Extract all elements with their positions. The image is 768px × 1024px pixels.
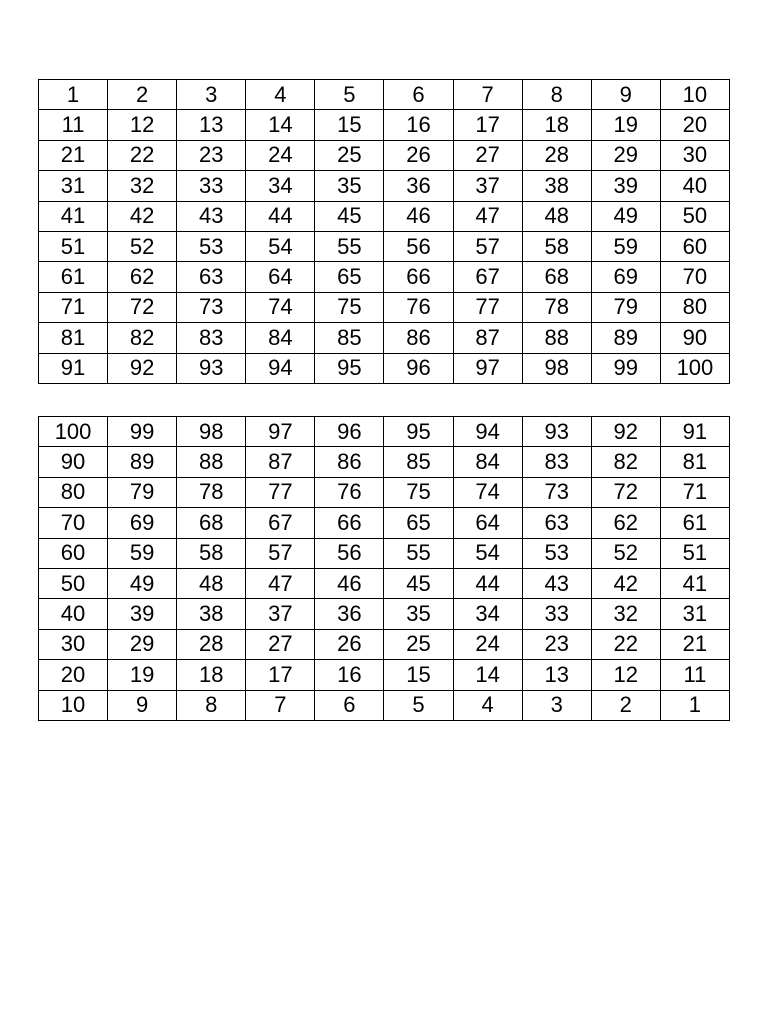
table-row [39, 262, 730, 292]
number-cell: 66 [384, 262, 453, 292]
number-cell: 69 [591, 262, 660, 292]
number-cell: 3 [177, 80, 246, 110]
number-cell: 90 [660, 323, 729, 353]
number-cell: 32 [108, 171, 177, 201]
number-cell: 71 [39, 292, 108, 322]
number-cell: 56 [315, 538, 384, 568]
number-cell: 54 [246, 231, 315, 261]
number-cell: 94 [453, 417, 522, 447]
number-cell: 85 [384, 447, 453, 477]
number-cell: 64 [453, 508, 522, 538]
number-cell: 93 [522, 417, 591, 447]
number-cell: 73 [522, 477, 591, 507]
number-cell: 40 [39, 599, 108, 629]
number-cell: 34 [453, 599, 522, 629]
number-cell: 89 [591, 323, 660, 353]
number-cell: 38 [522, 171, 591, 201]
number-cell: 5 [384, 690, 453, 720]
number-cell: 49 [108, 568, 177, 598]
number-cell: 12 [108, 110, 177, 140]
number-cell: 9 [591, 80, 660, 110]
number-cell: 68 [522, 262, 591, 292]
number-cell: 22 [591, 629, 660, 659]
number-cell: 49 [591, 201, 660, 231]
number-cell: 17 [453, 110, 522, 140]
number-cell: 52 [591, 538, 660, 568]
number-cell: 53 [177, 231, 246, 261]
number-cell: 96 [315, 417, 384, 447]
number-cell: 16 [384, 110, 453, 140]
number-cell: 58 [522, 231, 591, 261]
number-cell: 71 [660, 477, 729, 507]
number-cell: 28 [177, 629, 246, 659]
number-cell: 24 [246, 140, 315, 170]
number-cell: 18 [177, 660, 246, 690]
number-cell: 19 [108, 660, 177, 690]
descending-number-grid [38, 416, 730, 721]
number-cell: 4 [246, 80, 315, 110]
number-cell: 6 [384, 80, 453, 110]
number-cell: 10 [39, 690, 108, 720]
number-cell: 83 [177, 323, 246, 353]
number-cell: 87 [246, 447, 315, 477]
number-cell: 72 [108, 292, 177, 322]
number-cell: 2 [591, 690, 660, 720]
number-cell: 96 [384, 353, 453, 383]
number-cell: 37 [453, 171, 522, 201]
table-row [39, 660, 730, 690]
table-row [39, 353, 730, 383]
number-cell: 97 [246, 417, 315, 447]
number-cell: 42 [591, 568, 660, 598]
table-row [39, 599, 730, 629]
number-cell: 74 [453, 477, 522, 507]
table-row [39, 80, 730, 110]
number-cell: 7 [453, 80, 522, 110]
number-cell: 76 [315, 477, 384, 507]
number-cell: 94 [246, 353, 315, 383]
number-cell: 10 [660, 80, 729, 110]
number-cell: 15 [384, 660, 453, 690]
number-cell: 50 [39, 568, 108, 598]
number-cell: 5 [315, 80, 384, 110]
number-cell: 55 [384, 538, 453, 568]
number-cell: 66 [315, 508, 384, 538]
number-cell: 91 [660, 417, 729, 447]
number-cell: 8 [522, 80, 591, 110]
number-cell: 69 [108, 508, 177, 538]
number-cell: 87 [453, 323, 522, 353]
number-cell: 80 [39, 477, 108, 507]
number-cell: 41 [660, 568, 729, 598]
number-cell: 75 [384, 477, 453, 507]
number-cell: 40 [660, 171, 729, 201]
number-cell: 57 [246, 538, 315, 568]
number-cell: 11 [660, 660, 729, 690]
number-cell: 31 [39, 171, 108, 201]
number-cell: 31 [660, 599, 729, 629]
number-cell: 32 [591, 599, 660, 629]
number-cell: 35 [315, 171, 384, 201]
ascending-number-grid [38, 79, 730, 384]
number-cell: 44 [453, 568, 522, 598]
number-cell: 47 [453, 201, 522, 231]
number-cell: 44 [246, 201, 315, 231]
number-cell: 53 [522, 538, 591, 568]
number-cell: 35 [384, 599, 453, 629]
number-cell: 46 [315, 568, 384, 598]
number-cell: 70 [660, 262, 729, 292]
number-cell: 15 [315, 110, 384, 140]
number-cell: 50 [660, 201, 729, 231]
number-cell: 47 [246, 568, 315, 598]
number-cell: 70 [39, 508, 108, 538]
number-cell: 95 [384, 417, 453, 447]
number-cell: 13 [522, 660, 591, 690]
number-cell: 14 [453, 660, 522, 690]
number-cell: 14 [246, 110, 315, 140]
number-cell: 6 [315, 690, 384, 720]
number-cell: 29 [108, 629, 177, 659]
number-cell: 89 [108, 447, 177, 477]
number-cell: 2 [108, 80, 177, 110]
number-cell: 39 [591, 171, 660, 201]
number-cell: 36 [384, 171, 453, 201]
number-cell: 1 [660, 690, 729, 720]
table-row [39, 110, 730, 140]
number-cell: 81 [39, 323, 108, 353]
number-cell: 78 [177, 477, 246, 507]
number-cell: 57 [453, 231, 522, 261]
table-row [39, 292, 730, 322]
number-cell: 7 [246, 690, 315, 720]
number-cell: 75 [315, 292, 384, 322]
number-cell: 3 [522, 690, 591, 720]
number-cell: 65 [384, 508, 453, 538]
table-row [39, 568, 730, 598]
number-cell: 98 [522, 353, 591, 383]
number-cell: 88 [522, 323, 591, 353]
number-cell: 27 [246, 629, 315, 659]
number-cell: 62 [591, 508, 660, 538]
descending-grid-body [39, 417, 730, 721]
number-cell: 78 [522, 292, 591, 322]
number-cell: 77 [453, 292, 522, 322]
number-cell: 60 [660, 231, 729, 261]
number-cell: 92 [591, 417, 660, 447]
number-cell: 82 [108, 323, 177, 353]
number-cell: 45 [384, 568, 453, 598]
number-cell: 43 [177, 201, 246, 231]
number-cell: 33 [522, 599, 591, 629]
number-cell: 16 [315, 660, 384, 690]
number-cell: 68 [177, 508, 246, 538]
number-cell: 33 [177, 171, 246, 201]
number-cell: 59 [108, 538, 177, 568]
table-row [39, 690, 730, 720]
number-cell: 61 [660, 508, 729, 538]
number-cell: 83 [522, 447, 591, 477]
number-cell: 64 [246, 262, 315, 292]
number-cell: 28 [522, 140, 591, 170]
number-cell: 30 [660, 140, 729, 170]
number-cell: 55 [315, 231, 384, 261]
number-cell: 93 [177, 353, 246, 383]
number-cell: 21 [39, 140, 108, 170]
number-cell: 67 [453, 262, 522, 292]
number-cell: 62 [108, 262, 177, 292]
number-cell: 20 [39, 660, 108, 690]
table-row [39, 508, 730, 538]
table-row [39, 171, 730, 201]
number-cell: 58 [177, 538, 246, 568]
number-cell: 90 [39, 447, 108, 477]
number-cell: 39 [108, 599, 177, 629]
table-row [39, 629, 730, 659]
number-cell: 76 [384, 292, 453, 322]
table-row [39, 231, 730, 261]
number-cell: 43 [522, 568, 591, 598]
number-cell: 73 [177, 292, 246, 322]
number-cell: 84 [453, 447, 522, 477]
number-cell: 42 [108, 201, 177, 231]
number-cell: 80 [660, 292, 729, 322]
number-cell: 72 [591, 477, 660, 507]
number-cell: 63 [177, 262, 246, 292]
number-cell: 11 [39, 110, 108, 140]
number-cell: 38 [177, 599, 246, 629]
number-cell: 18 [522, 110, 591, 140]
number-cell: 46 [384, 201, 453, 231]
table-row [39, 447, 730, 477]
number-cell: 21 [660, 629, 729, 659]
table-row [39, 417, 730, 447]
number-cell: 61 [39, 262, 108, 292]
number-cell: 30 [39, 629, 108, 659]
number-cell: 23 [522, 629, 591, 659]
number-cell: 9 [108, 690, 177, 720]
number-cell: 48 [177, 568, 246, 598]
number-cell: 25 [384, 629, 453, 659]
number-cell: 79 [108, 477, 177, 507]
number-cell: 8 [177, 690, 246, 720]
number-cell: 60 [39, 538, 108, 568]
number-cell: 99 [108, 417, 177, 447]
number-cell: 100 [39, 417, 108, 447]
table-row [39, 477, 730, 507]
number-cell: 27 [453, 140, 522, 170]
number-cell: 4 [453, 690, 522, 720]
number-cell: 63 [522, 508, 591, 538]
table-row [39, 323, 730, 353]
number-cell: 45 [315, 201, 384, 231]
ascending-grid-body [39, 80, 730, 384]
number-cell: 13 [177, 110, 246, 140]
table-row [39, 538, 730, 568]
number-cell: 100 [660, 353, 729, 383]
table-row [39, 201, 730, 231]
number-cell: 51 [660, 538, 729, 568]
number-cell: 59 [591, 231, 660, 261]
number-cell: 52 [108, 231, 177, 261]
number-cell: 88 [177, 447, 246, 477]
number-cell: 54 [453, 538, 522, 568]
number-cell: 26 [384, 140, 453, 170]
number-cell: 17 [246, 660, 315, 690]
number-cell: 79 [591, 292, 660, 322]
number-cell: 24 [453, 629, 522, 659]
number-cell: 37 [246, 599, 315, 629]
number-cell: 34 [246, 171, 315, 201]
number-cell: 1 [39, 80, 108, 110]
number-cell: 56 [384, 231, 453, 261]
number-cell: 12 [591, 660, 660, 690]
number-cell: 41 [39, 201, 108, 231]
number-cell: 19 [591, 110, 660, 140]
number-cell: 51 [39, 231, 108, 261]
number-cell: 36 [315, 599, 384, 629]
number-cell: 97 [453, 353, 522, 383]
number-cell: 65 [315, 262, 384, 292]
number-cell: 81 [660, 447, 729, 477]
number-cell: 67 [246, 508, 315, 538]
number-cell: 98 [177, 417, 246, 447]
number-cell: 86 [384, 323, 453, 353]
number-cell: 95 [315, 353, 384, 383]
number-cell: 74 [246, 292, 315, 322]
number-cell: 29 [591, 140, 660, 170]
number-cell: 82 [591, 447, 660, 477]
number-cell: 23 [177, 140, 246, 170]
number-cell: 20 [660, 110, 729, 140]
number-cell: 48 [522, 201, 591, 231]
number-cell: 25 [315, 140, 384, 170]
table-row [39, 140, 730, 170]
number-cell: 85 [315, 323, 384, 353]
number-cell: 84 [246, 323, 315, 353]
number-cell: 92 [108, 353, 177, 383]
number-cell: 26 [315, 629, 384, 659]
number-cell: 99 [591, 353, 660, 383]
number-cell: 22 [108, 140, 177, 170]
number-cell: 86 [315, 447, 384, 477]
number-cell: 77 [246, 477, 315, 507]
number-cell: 91 [39, 353, 108, 383]
